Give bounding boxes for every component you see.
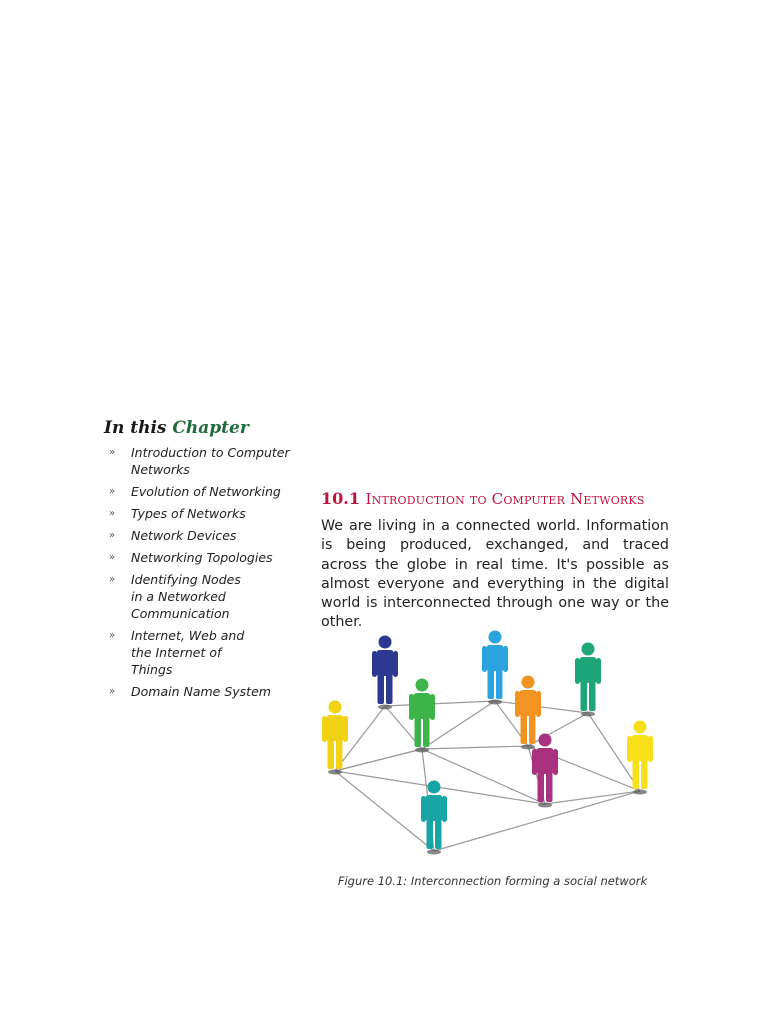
section-heading [321, 489, 645, 508]
connection-line [545, 791, 640, 804]
topic-label: Introduction to Computer Networks [131, 445, 290, 477]
topic-label: Internet, Web and the Internet of Things [131, 628, 245, 677]
chapter-contents-heading [104, 418, 304, 438]
topic-label: Domain Name System [131, 684, 271, 699]
person-figure [515, 676, 541, 750]
topic-item [104, 527, 304, 544]
connection-line [528, 713, 588, 746]
person-figure [372, 636, 398, 710]
topic-label: Network Devices [131, 528, 237, 543]
topic-item [104, 483, 304, 500]
network-people [322, 631, 653, 855]
topic-item [104, 549, 304, 566]
connection-line [335, 771, 434, 851]
bullet-icon: » [109, 486, 116, 497]
bullet-icon: » [109, 530, 116, 541]
topic-item [104, 505, 304, 522]
bullet-icon: » [109, 630, 116, 641]
topic-item [104, 627, 266, 678]
connection-line [422, 746, 528, 749]
bullet-icon: » [109, 447, 116, 458]
figure-caption: Figure 10.1: Interconnection forming a social network [337, 874, 648, 888]
topic-label: Evolution of Networking [131, 484, 281, 499]
heading-accent: Chapter [172, 418, 249, 438]
person-figure [482, 631, 508, 705]
person-figure [627, 721, 653, 795]
person-figure [409, 679, 435, 753]
bullet-icon: » [109, 552, 116, 563]
social-network-figure [310, 620, 680, 870]
chapter-topic-list [104, 444, 304, 700]
person-figure [575, 643, 601, 717]
connection-line [495, 701, 588, 713]
person-figure [322, 701, 348, 775]
heading-prefix: In this [104, 418, 173, 438]
topic-item [104, 683, 304, 700]
topic-label: Types of Networks [131, 506, 246, 521]
section-number: 10.1 [321, 489, 360, 508]
body-paragraph: We are living in a connected world. Information is being produced, exchanged, and traced across the globe in real time. It's possible as almost everyone and everything in the digital world is interconnected through one way or the other. [321, 518, 669, 631]
network-connections [335, 701, 640, 851]
person-figure [532, 734, 558, 808]
topic-label: Identifying Nodes in a Networked Communication [131, 572, 241, 621]
bullet-icon: » [109, 574, 116, 585]
connection-line [385, 701, 495, 706]
topic-item [104, 444, 304, 478]
connection-line [335, 749, 422, 771]
chapter-contents [104, 418, 304, 705]
topic-label: Networking Topologies [131, 550, 273, 565]
section-title-text: Introduction to Computer Networks [365, 490, 645, 508]
topic-item [104, 571, 256, 622]
bullet-icon: » [109, 686, 116, 697]
bullet-icon: » [109, 508, 116, 519]
